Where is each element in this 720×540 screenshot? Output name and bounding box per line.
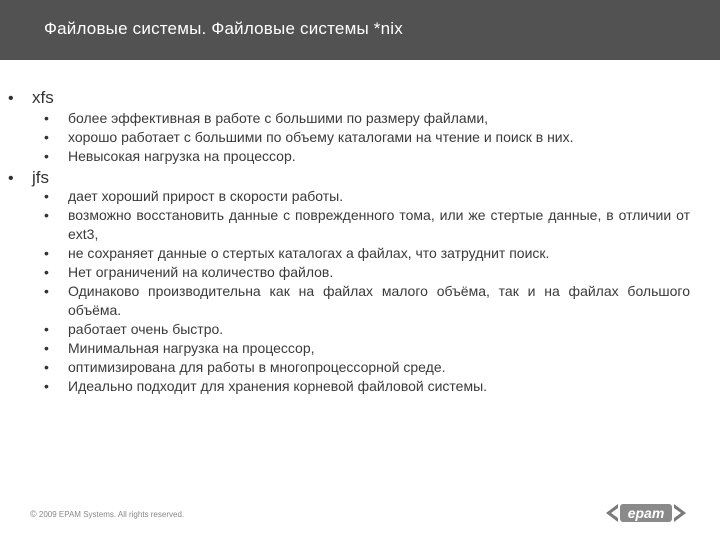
section-label-jfs: jfs	[32, 168, 49, 187]
list-item: • Идеально подходит для хранения корневой файловой системы.	[44, 378, 488, 394]
list-item: • Нет ограничений на количество файлов.	[44, 264, 334, 280]
bullet-icon: •	[44, 148, 49, 164]
list-item: • дает хороший прирост в скорости работы.	[44, 188, 344, 204]
list-item: • Одинаково производительна как на файлах малого объёма, так и на файлах большого объёма.	[44, 283, 690, 318]
list-item: • оптимизирована для работы в многопроцессорной среде.	[44, 359, 446, 375]
slide-title: Файловые системы. Файловые системы *nix	[44, 19, 403, 38]
list-item: • работает очень быстро.	[44, 321, 224, 337]
list-item: • более эффективная в работе с большими по размеру файлами,	[44, 110, 489, 126]
xfs-list	[0, 109, 720, 166]
section-label-xfs: xfs	[32, 88, 54, 107]
bullet-icon: •	[44, 207, 49, 223]
bullet-icon: •	[44, 129, 49, 145]
list-item: • не сохраняет данные о стертых каталогах а файлах, что затруднит поиск.	[44, 245, 550, 261]
bullet-icon: •	[44, 264, 49, 280]
logo-text: epam	[627, 505, 665, 521]
jfs-list	[0, 187, 720, 396]
bullet-icon: •	[44, 359, 49, 375]
bullet-icon: •	[44, 110, 49, 126]
bullet-icon: •	[44, 245, 49, 261]
bullet-icon: •	[44, 378, 49, 394]
bullet-icon: •	[44, 283, 49, 299]
bullet-icon: •	[44, 340, 49, 356]
copyright-text: 2009 EPAM Systems. All rights reserved.	[38, 510, 185, 519]
bullet-icon: •	[44, 188, 49, 204]
list-item: • Минимальная нагрузка на процессор,	[44, 340, 315, 356]
title-bar	[0, 0, 720, 60]
bullet-icon: •	[44, 321, 49, 337]
copyright-icon: ©	[30, 509, 37, 519]
epam-logo	[604, 499, 688, 527]
section-bullet: •	[8, 170, 14, 187]
footer-copyright	[30, 509, 184, 519]
list-item: • хорошо работает с большими по объему каталогами на чтение и поиск в них.	[44, 129, 574, 145]
list-item: • Невысокая нагрузка на процессор.	[44, 148, 296, 164]
list-item: • возможно восстановить данные с поврежденного тома, или же стертые данные, в отличии от ext3,	[44, 207, 690, 242]
section-bullet: •	[8, 90, 14, 107]
